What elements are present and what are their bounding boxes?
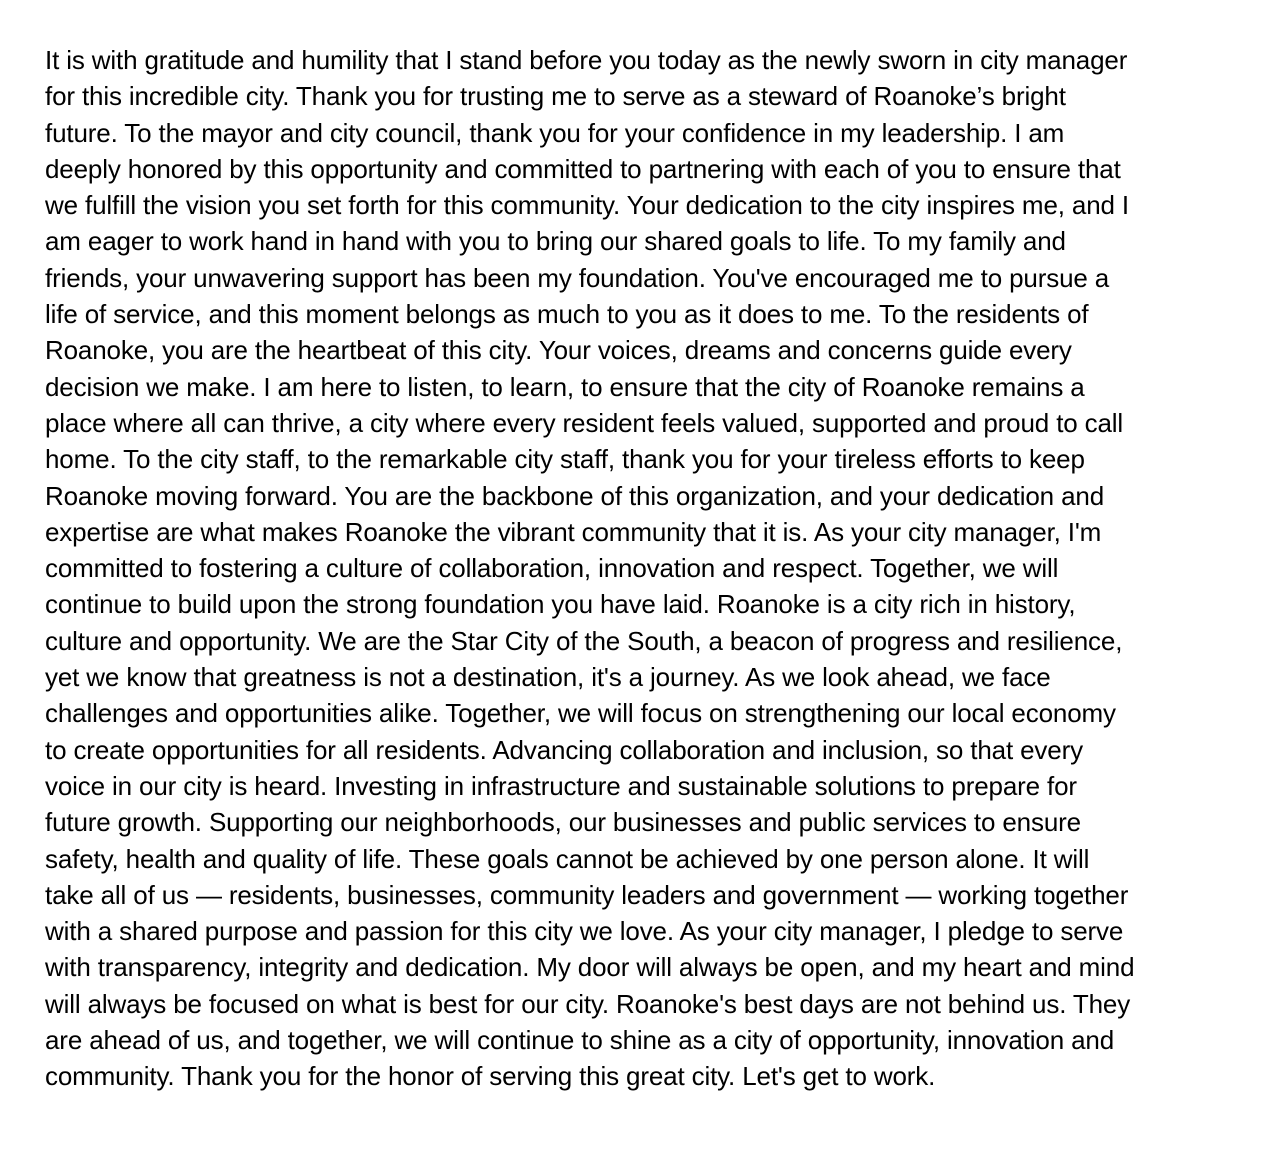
- speech-text: [45, 42, 1240, 1095]
- text-line: Roanoke moving forward. You are the backbone of this organization, and your dedication and: [45, 480, 1105, 511]
- text-line: expertise are what makes Roanoke the vibrant community that it is. As your city manager, I'm: [45, 516, 1102, 547]
- text-line: yet we know that greatness is not a destination, it's a journey. As we look ahead, we face: [45, 662, 1051, 693]
- text-line: community. Thank you for the honor of serving this great city. Let's get to work.: [45, 1061, 936, 1092]
- text-line: continue to build upon the strong foundation you have laid. Roanoke is a city rich in history,: [45, 589, 1076, 620]
- text-line: to create opportunities for all residents. Advancing collaboration and inclusion, so that every: [45, 734, 1083, 765]
- text-line: committed to fostering a culture of collaboration, innovation and respect. Together, we will: [45, 553, 1059, 584]
- text-line: with transparency, integrity and dedication. My door will always be open, and my heart and mind: [45, 952, 1135, 983]
- text-line: take all of us — residents, businesses, community leaders and government — working together: [45, 879, 1129, 910]
- text-line: friends, your unwavering support has been my foundation. You've encouraged me to pursue a: [45, 262, 1110, 293]
- text-line: deeply honored by this opportunity and committed to partnering with each of you to ensure that: [45, 153, 1121, 184]
- text-line: future. To the mayor and city council, thank you for your confidence in my leadership. I am: [45, 117, 1065, 148]
- text-line: voice in our city is heard. Investing in infrastructure and sustainable solutions to prepare for: [45, 770, 1077, 801]
- text-line: am eager to work hand in hand with you to bring our shared goals to life. To my family and: [45, 226, 1066, 257]
- text-line: Roanoke, you are the heartbeat of this city. Your voices, dreams and concerns guide every: [45, 335, 1072, 366]
- text-line: decision we make. I am here to listen, to learn, to ensure that the city of Roanoke remains a: [45, 371, 1085, 402]
- text-line: challenges and opportunities alike. Together, we will focus on strengthening our local economy: [45, 698, 1116, 729]
- text-line: are ahead of us, and together, we will continue to shine as a city of opportunity, innovation and: [45, 1025, 1115, 1056]
- text-line: home. To the city staff, to the remarkable city staff, thank you for your tireless efforts to keep: [45, 444, 1085, 475]
- text-line: culture and opportunity. We are the Star City of the South, a beacon of progress and resilience,: [45, 625, 1123, 656]
- text-line: place where all can thrive, a city where every resident feels valued, supported and proud to call: [45, 407, 1124, 438]
- text-line: life of service, and this moment belongs as much to you as it does to me. To the residents of: [45, 299, 1089, 330]
- text-line: will always be focused on what is best for our city. Roanoke's best days are not behind us. They: [45, 988, 1131, 1019]
- text-line: future growth. Supporting our neighborhoods, our businesses and public services to ensure: [45, 807, 1081, 838]
- text-line: It is with gratitude and humility that I stand before you today as the newly sworn in city manager: [45, 45, 1128, 75]
- text-line: we fulfill the vision you set forth for this community. Your dedication to the city inspires me, and I: [45, 190, 1129, 221]
- text-line: for this incredible city. Thank you for trusting me to serve as a steward of Roanoke’s bright: [45, 81, 1066, 112]
- text-line: safety, health and quality of life. These goals cannot be achieved by one person alone. It will: [45, 843, 1090, 874]
- text-line: with a shared purpose and passion for this city we love. As your city manager, I pledge to serve: [45, 916, 1124, 947]
